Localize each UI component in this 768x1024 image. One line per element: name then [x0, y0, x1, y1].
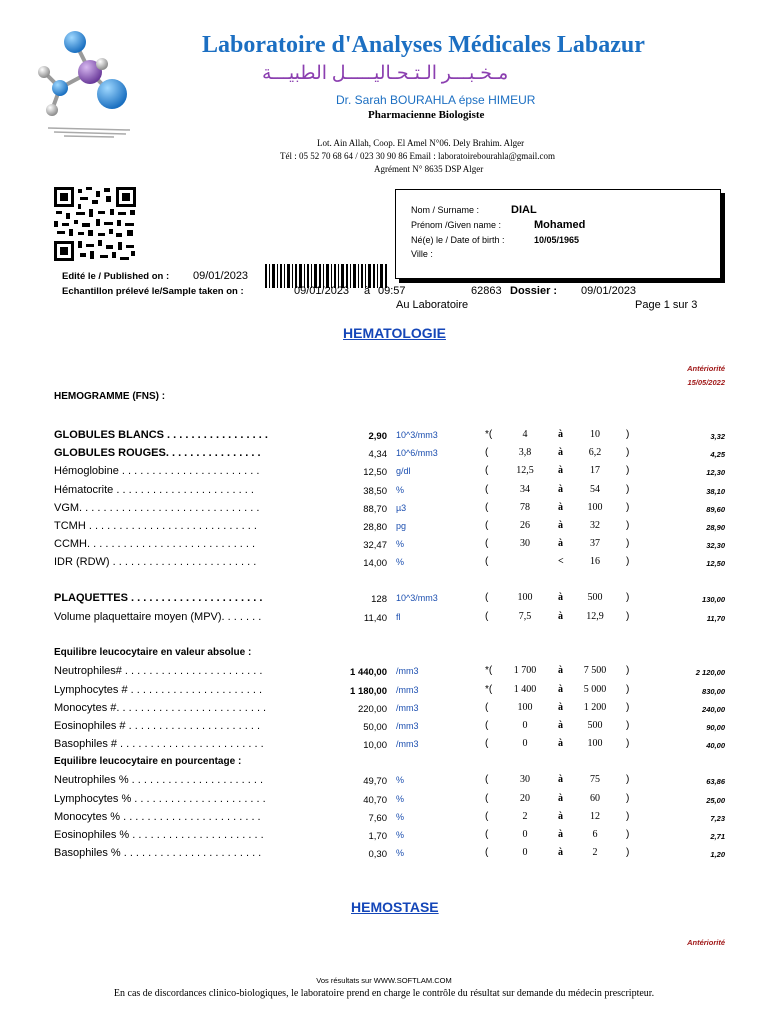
section-title-hemostase: HEMOSTASE — [351, 899, 439, 915]
range-close: ) — [626, 720, 630, 731]
previous-value: 240,00 — [702, 705, 725, 714]
dob-label: Né(e) le / Date of birth : — [411, 235, 505, 245]
previous-value: 89,60 — [706, 505, 725, 514]
sample-place: Au Laboratoire — [396, 299, 469, 311]
range-low: 100 — [517, 702, 533, 713]
previous-value: 7,23 — [710, 814, 725, 823]
range-open: ( — [485, 702, 489, 713]
previous-value: 63,86 — [706, 777, 725, 786]
range-high: 75 — [590, 774, 600, 785]
result-value: 49,70 — [363, 776, 387, 787]
test-name: Neutrophiles % . . . . . . . . . . . . . . . . . . . . . . — [54, 774, 264, 786]
result-unit: /mm3 — [396, 739, 419, 749]
test-name: TCMH . . . . . . . . . . . . . . . . . . . . . . . . . . . . — [54, 520, 257, 532]
range-separator: à — [558, 520, 563, 531]
qr-code — [54, 187, 136, 261]
previous-value: 11,70 — [706, 614, 725, 623]
percent-subheading: Equilibre leucocytaire en pourcentage : — [54, 756, 242, 767]
range-separator: à — [558, 720, 563, 731]
city-label: Ville : — [411, 249, 433, 259]
range-separator: à — [558, 429, 563, 440]
range-low: 30 — [520, 538, 530, 549]
result-unit: fl — [396, 612, 401, 622]
range-open: ( — [485, 774, 489, 785]
range-close: ) — [626, 738, 630, 749]
lab-address: Lot. Ain Allah, Coop. El Amel N°06. Dely Brahim. Alger — [317, 138, 525, 148]
section-title-hematologie: HEMATOLOGIE — [343, 325, 446, 341]
range-high: 100 — [587, 738, 603, 749]
range-close: ) — [626, 592, 630, 603]
previous-value: 12,30 — [706, 468, 725, 477]
range-open: ( — [485, 502, 489, 513]
test-name: Lymphocytes % . . . . . . . . . . . . . . . . . . . . . . — [54, 793, 266, 805]
result-value: 28,80 — [363, 522, 387, 533]
absolute-subheading: Equilibre leucocytaire en valeur absolue : — [54, 647, 252, 658]
range-separator: à — [558, 502, 563, 513]
table-row — [0, 465, 768, 481]
result-unit: µ3 — [396, 503, 407, 513]
result-value: 32,47 — [363, 540, 387, 551]
lab-contact: Tél : 05 52 70 68 64 / 023 30 90 86 Email : laboratoirebourahla@gmail.com — [280, 151, 555, 161]
range-high: 5 000 — [583, 684, 607, 695]
result-unit: % — [396, 775, 405, 785]
range-high: 54 — [590, 484, 600, 495]
range-separator: à — [558, 774, 563, 785]
range-separator: à — [558, 793, 563, 804]
result-unit: 10^3/mm3 — [396, 430, 438, 440]
previous-value: 830,00 — [702, 687, 725, 696]
anteriorite-label-2: Antériorité — [687, 938, 725, 947]
range-low: 12,5 — [516, 465, 534, 476]
test-name: Hémoglobine . . . . . . . . . . . . . . . . . . . . . . . — [54, 465, 260, 477]
test-name: Basophiles % . . . . . . . . . . . . . . . . . . . . . . . — [54, 847, 262, 859]
footer-disclaimer: En cas de discordances clinico-biologiques, le laboratoire prend en charge le contrôle du résultat sur demande du médecin prescripteur. — [113, 988, 655, 999]
result-value: 14,00 — [363, 558, 387, 569]
footer-results-link: Vos résultats sur WWW.SOFTLAM.COM — [316, 976, 452, 985]
test-name: Eosinophiles % . . . . . . . . . . . . . . . . . . . . . . — [54, 829, 264, 841]
range-high: 6 — [592, 829, 598, 840]
range-low: 0 — [522, 738, 528, 749]
previous-value: 12,50 — [706, 559, 725, 568]
previous-value: 130,00 — [702, 595, 725, 604]
result-unit: % — [396, 812, 405, 822]
table-row — [0, 429, 768, 445]
result-value: 10,00 — [363, 740, 387, 751]
previous-value: 38,10 — [706, 487, 725, 496]
result-unit: pg — [396, 521, 407, 531]
range-separator: à — [558, 484, 563, 495]
table-row — [0, 811, 768, 827]
result-value: 128 — [371, 594, 387, 605]
range-open: ( — [485, 720, 489, 731]
table-row — [0, 592, 768, 608]
range-close: ) — [626, 847, 630, 858]
previous-value: 90,00 — [706, 723, 725, 732]
table-row — [0, 556, 768, 572]
range-close: ) — [626, 829, 630, 840]
doctor-name: Dr. Sarah BOURAHLA épse HIMEUR — [336, 93, 536, 107]
result-unit: % — [396, 848, 405, 858]
table-row — [0, 538, 768, 554]
result-value: 2,90 — [368, 431, 387, 442]
sample-date: 09/01/2023 — [294, 285, 350, 297]
table-row — [0, 829, 768, 845]
hemogramme-heading: HEMOGRAMME (FNS) : — [54, 391, 166, 402]
range-low: 2 — [522, 811, 528, 822]
dob-value: 10/05/1965 — [534, 235, 580, 245]
range-open: ( — [485, 793, 489, 804]
table-row — [0, 702, 768, 718]
range-high: 32 — [590, 520, 600, 531]
range-close: ) — [626, 520, 630, 531]
test-name: IDR (RDW) . . . . . . . . . . . . . . . . . . . . . . . . — [54, 556, 257, 568]
lab-agrement: Agrément N° 8635 DSP Alger — [374, 164, 484, 174]
range-open: *( — [485, 429, 493, 440]
range-high: 1 200 — [583, 702, 607, 713]
range-separator: à — [558, 465, 563, 476]
previous-value: 2 120,00 — [695, 668, 725, 677]
previous-value: 2,71 — [710, 832, 725, 841]
lab-title: Laboratoire d'Analyses Médicales Labazur — [202, 32, 645, 58]
result-unit: % — [396, 485, 405, 495]
range-separator: à — [558, 847, 563, 858]
range-close: ) — [626, 447, 630, 458]
result-unit: /mm3 — [396, 666, 419, 676]
range-high: 6,2 — [588, 447, 602, 458]
range-open: ( — [485, 592, 489, 603]
range-separator: à — [558, 702, 563, 713]
previous-value: 1,20 — [710, 850, 725, 859]
result-value: 12,50 — [363, 467, 387, 478]
range-open: ( — [485, 484, 489, 495]
previous-value: 32,30 — [706, 541, 725, 550]
range-open: ( — [485, 520, 489, 531]
given-name-value: Mohamed — [534, 219, 586, 231]
test-name: GLOBULES ROUGES. . . . . . . . . . . . . . . . — [54, 447, 261, 459]
table-row — [0, 774, 768, 790]
range-separator: à — [558, 538, 563, 549]
range-low: 34 — [520, 484, 530, 495]
result-unit: /mm3 — [396, 685, 419, 695]
dossier-label: Dossier : — [510, 285, 558, 297]
test-name: Neutrophiles# . . . . . . . . . . . . . . . . . . . . . . . — [54, 665, 263, 677]
test-name: Volume plaquettaire moyen (MPV). . . . . . . — [54, 611, 262, 623]
result-value: 220,00 — [357, 704, 387, 715]
range-separator: à — [558, 684, 563, 695]
page-number: Page 1 sur 3 — [635, 299, 698, 311]
sample-time: 09:57 — [378, 285, 406, 297]
range-close: ) — [626, 774, 630, 785]
test-name: CCMH. . . . . . . . . . . . . . . . . . . . . . . . . . . . — [54, 538, 256, 550]
range-high: 16 — [590, 556, 600, 567]
result-value: 1 180,00 — [350, 686, 387, 697]
result-unit: /mm3 — [396, 721, 419, 731]
range-high: 7 500 — [583, 665, 607, 676]
test-name: Lymphocytes # . . . . . . . . . . . . . . . . . . . . . . — [54, 684, 263, 696]
table-row — [0, 665, 768, 681]
table-row — [0, 738, 768, 754]
range-separator: < — [558, 556, 564, 567]
result-unit: 10^3/mm3 — [396, 593, 438, 603]
sample-at: à — [364, 285, 371, 297]
table-row — [0, 611, 768, 627]
range-high: 100 — [587, 502, 603, 513]
range-close: ) — [626, 429, 630, 440]
result-unit: % — [396, 539, 405, 549]
range-open: ( — [485, 829, 489, 840]
surname-value: DIAL — [511, 204, 537, 216]
range-open: ( — [485, 465, 489, 476]
range-separator: à — [558, 665, 563, 676]
test-name: GLOBULES BLANCS . . . . . . . . . . . . . . . . . — [54, 429, 268, 441]
result-value: 11,40 — [363, 613, 387, 624]
range-close: ) — [626, 556, 630, 567]
range-low: 4 — [522, 429, 528, 440]
range-low: 0 — [522, 829, 528, 840]
range-separator: à — [558, 738, 563, 749]
dossier-number: 62863 — [471, 285, 502, 297]
result-value: 88,70 — [363, 504, 387, 515]
range-close: ) — [626, 811, 630, 822]
result-value: 50,00 — [363, 722, 387, 733]
range-open: ( — [485, 447, 489, 458]
test-name: PLAQUETTES . . . . . . . . . . . . . . . . . . . . . . — [54, 592, 263, 604]
range-low: 100 — [517, 592, 533, 603]
given-name-label: Prénom /Given name : — [411, 220, 502, 230]
range-high: 60 — [590, 793, 600, 804]
test-name: Basophiles # . . . . . . . . . . . . . . . . . . . . . . . . — [54, 738, 264, 750]
range-low: 1 400 — [513, 684, 537, 695]
range-close: ) — [626, 502, 630, 513]
test-name: Monocytes #. . . . . . . . . . . . . . . . . . . . . . . . . — [54, 702, 267, 714]
previous-value: 40,00 — [706, 741, 725, 750]
range-separator: à — [558, 447, 563, 458]
range-high: 10 — [590, 429, 600, 440]
range-close: ) — [626, 484, 630, 495]
test-name: VGM. . . . . . . . . . . . . . . . . . . . . . . . . . . . . . — [54, 502, 260, 514]
result-value: 7,60 — [368, 813, 387, 824]
result-unit: /mm3 — [396, 703, 419, 713]
test-name: Monocytes % . . . . . . . . . . . . . . . . . . . . . . . — [54, 811, 261, 823]
published-label: Edité le / Published on : — [62, 271, 170, 282]
previous-value: 25,00 — [706, 796, 725, 805]
dossier-date: 09/01/2023 — [581, 285, 637, 297]
range-close: ) — [626, 702, 630, 713]
result-value: 38,50 — [363, 486, 387, 497]
result-unit: 10^6/mm3 — [396, 448, 438, 458]
table-row — [0, 720, 768, 736]
range-high: 37 — [590, 538, 600, 549]
range-open: *( — [485, 665, 493, 676]
table-row — [0, 684, 768, 700]
range-open: ( — [485, 611, 489, 622]
range-open: ( — [485, 556, 489, 567]
doctor-role: Pharmacienne Biologiste — [368, 109, 485, 121]
range-open: ( — [485, 847, 489, 858]
range-close: ) — [626, 538, 630, 549]
patient-info-box — [395, 189, 721, 279]
range-close: ) — [626, 465, 630, 476]
range-close: ) — [626, 611, 630, 622]
table-row — [0, 520, 768, 536]
range-high: 500 — [587, 592, 603, 603]
table-row — [0, 847, 768, 863]
range-low: 20 — [520, 793, 530, 804]
sample-label: Echantillon prélevé le/Sample taken on : — [62, 286, 244, 297]
range-separator: à — [558, 592, 563, 603]
table-row — [0, 447, 768, 463]
range-high: 17 — [590, 465, 600, 476]
range-separator: à — [558, 611, 563, 622]
range-low: 7,5 — [518, 611, 532, 622]
test-name: Hématocrite . . . . . . . . . . . . . . . . . . . . . . . — [54, 484, 254, 496]
range-low: 26 — [520, 520, 530, 531]
result-value: 40,70 — [363, 795, 387, 806]
range-separator: à — [558, 811, 563, 822]
range-low: 0 — [522, 720, 528, 731]
result-unit: % — [396, 557, 405, 567]
range-open: *( — [485, 684, 493, 695]
previous-value: 4,25 — [710, 450, 725, 459]
lab-logo-molecule-icon — [30, 24, 148, 142]
anteriorite-date: 15/05/2022 — [687, 378, 725, 387]
test-name: Eosinophiles # . . . . . . . . . . . . . . . . . . . . . . — [54, 720, 261, 732]
range-open: ( — [485, 538, 489, 549]
table-row — [0, 484, 768, 500]
range-open: ( — [485, 738, 489, 749]
result-value: 0,30 — [368, 849, 387, 860]
range-high: 12 — [590, 811, 600, 822]
anteriorite-label: Antériorité — [687, 364, 725, 373]
previous-value: 3,32 — [710, 432, 725, 441]
range-close: ) — [626, 793, 630, 804]
result-value: 4,34 — [368, 449, 387, 460]
range-close: ) — [626, 684, 630, 695]
surname-label: Nom / Surname : — [411, 205, 480, 215]
result-value: 1,70 — [368, 831, 387, 842]
table-row — [0, 793, 768, 809]
range-low: 78 — [520, 502, 530, 513]
result-value: 1 440,00 — [350, 667, 387, 678]
range-close: ) — [626, 665, 630, 676]
range-low: 30 — [520, 774, 530, 785]
lab-arabic-title: مـخـبـــر الـتـحـاليـــــل الطبيـــة — [262, 63, 509, 84]
range-low: 0 — [522, 847, 528, 858]
range-separator: à — [558, 829, 563, 840]
range-high: 12,9 — [586, 611, 604, 622]
result-unit: g/dl — [396, 466, 411, 476]
published-date: 09/01/2023 — [193, 270, 249, 282]
previous-value: 28,90 — [706, 523, 725, 532]
range-high: 500 — [587, 720, 603, 731]
range-high: 2 — [592, 847, 598, 858]
result-unit: % — [396, 794, 405, 804]
range-open: ( — [485, 811, 489, 822]
result-unit: % — [396, 830, 405, 840]
table-row — [0, 502, 768, 518]
range-low: 1 700 — [513, 665, 537, 676]
range-low: 3,8 — [518, 447, 532, 458]
